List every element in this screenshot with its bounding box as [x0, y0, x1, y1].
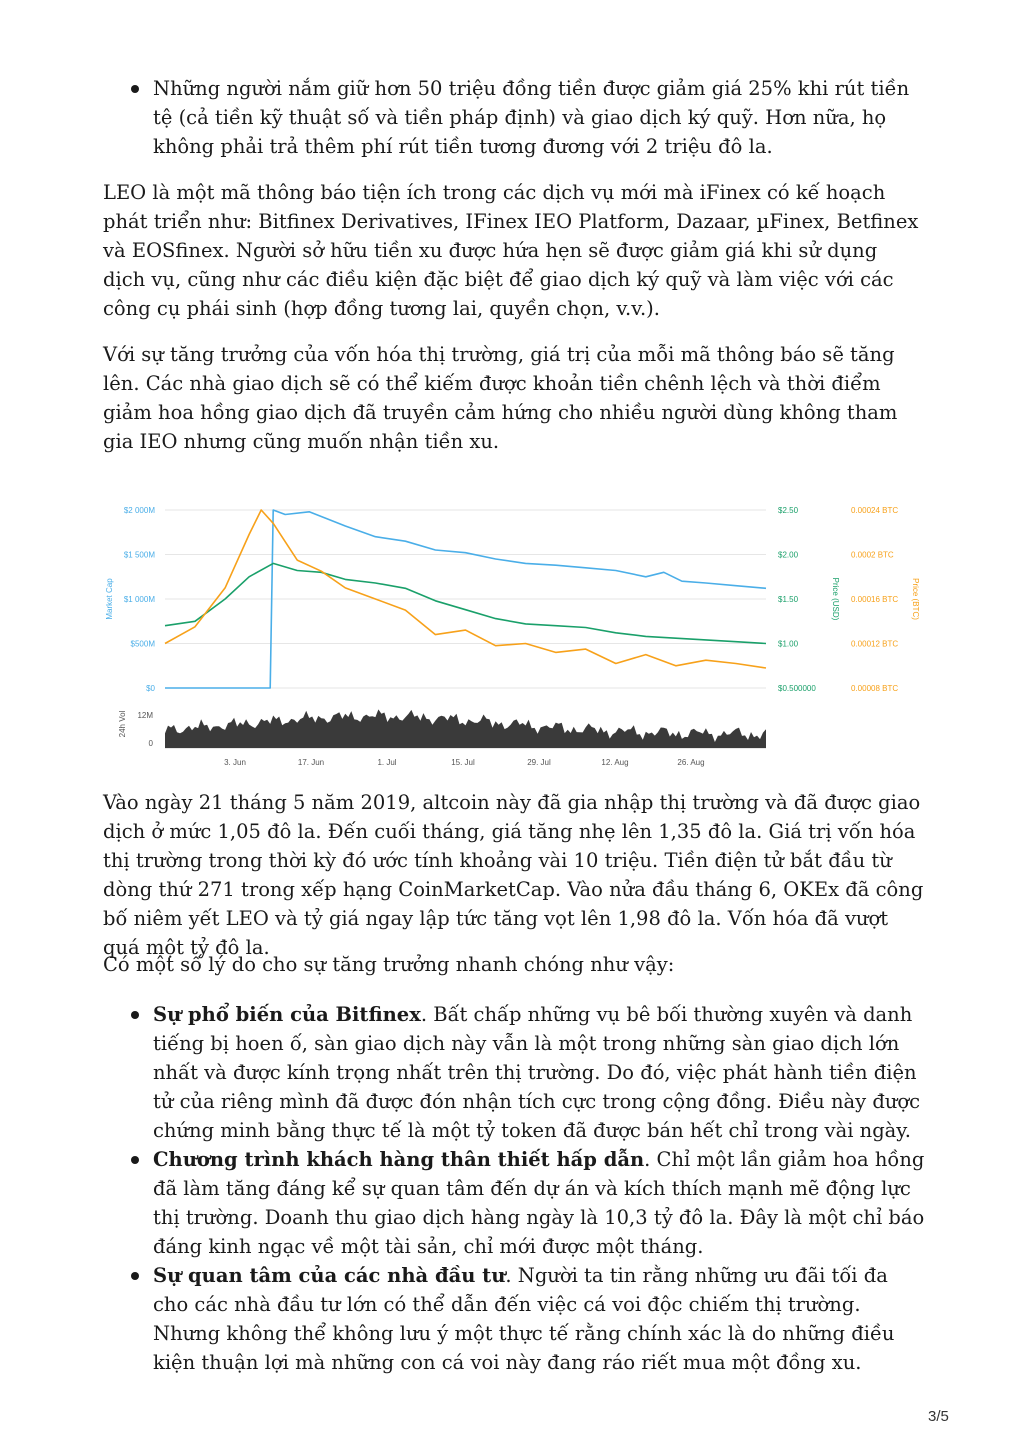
price-chart — [103, 478, 925, 776]
price-btc-tick: 0.00016 BTC — [851, 595, 899, 604]
reasons-list — [103, 1000, 925, 1377]
x-tick-label: 15. Jul — [451, 758, 475, 767]
x-tick-label: 1. Jul — [377, 758, 397, 767]
top-bullet-list — [103, 74, 925, 161]
x-tick-label: 12. Aug — [601, 758, 629, 767]
volume-area — [165, 709, 766, 748]
chart-svg — [103, 478, 925, 776]
series-line-price-usd — [165, 563, 766, 643]
price-usd-tick: $1.00 — [778, 639, 799, 649]
market-cap-tick: $0 — [146, 684, 155, 693]
reason-text: . Bất chấp những vụ bê bối thường xuyên và danh tiếng bị hoen ố, sàn giao dịch này vẫn là một trong những sàn giao dịch lớn nhất và được kính trọng nhất trên thị trường. Do đó, việc phát hành tiền điện tử của riêng mình đã được đón nhận tích cực trong cộng đồng. Điều này được chứng minh bằng thực tế là một tỷ token đã được bán hết chỉ trong vài ngày. — [153, 1003, 921, 1142]
list-item — [103, 1261, 925, 1377]
paragraph-reasons-intro: Có một số lý do cho sự tăng trưởng nhanh chóng như vậy: — [103, 953, 675, 976]
market-cap-tick: $500M — [130, 639, 155, 649]
paragraph-market-cap-growth: Với sự tăng trưởng của vốn hóa thị trường, giá trị của mỗi mã thông báo sẽ tăng lên. Các nhà giao dịch sẽ có thể kiếm được khoản tiền chênh lệch và thời điểm giảm hoa hồng giao dịch đã truyền cảm hứng cho nhiều người dùng không tham gia IEO nhưng cũng muốn nhận tiền xu. — [103, 343, 898, 453]
page-number: 3/5 — [928, 1408, 949, 1425]
list-item: Những người nắm giữ hơn 50 triệu đồng tiền được giảm giá 25% khi rút tiền tệ (cả tiền kỹ thuật số và tiền pháp định) và giao dịch ký quỹ. Hơn nữa, họ không phải trả thêm phí rút tiền tương đương với 2 triệu đô la. — [103, 74, 925, 161]
price-usd-tick: $2.00 — [778, 550, 799, 560]
series-line-price-btc — [165, 510, 766, 668]
market-cap-tick: $1 500M — [123, 550, 155, 560]
reason-title: Sự quan tâm của các nhà đầu tư — [153, 1264, 506, 1287]
volume-tick: 0 — [148, 739, 153, 748]
reason-text: . Chỉ một lần giảm hoa hồng đã làm tăng đáng kể sự quan tâm đến dự án và kích thích mạnh mẽ động lực thị trường. Doanh thu giao dịch hàng ngày là 10,3 tỷ đô la. Đây là một chỉ báo đáng kinh ngạc về một tài sản, chỉ mới được một tháng. — [153, 1148, 925, 1258]
reason-text: . Người ta tin rằng những ưu đãi tối đa cho các nhà đầu tư lớn có thể dẫn đến việc cá voi độc chiếm thị trường. Nhưng không thể không lưu ý một thực tế rằng chính xác là do những điều kiện thuận lợi mà những con cá voi này đang ráo riết mua một đồng xu. — [153, 1264, 895, 1374]
price-usd-tick: $1.50 — [778, 595, 799, 604]
price-btc-tick: 0.00024 BTC — [851, 506, 899, 515]
list-item — [103, 1000, 925, 1145]
price-usd-tick: $0.500000 — [778, 684, 816, 693]
price-btc-tick: 0.0002 BTC — [851, 550, 894, 560]
volume-axis-label: 24h Vol — [118, 710, 127, 738]
reason-title: Chương trình khách hàng thân thiết hấp dẫn — [153, 1148, 645, 1171]
price-btc-tick: 0.00012 BTC — [851, 639, 899, 649]
x-tick-label: 3. Jun — [224, 758, 246, 767]
market-cap-axis-label: Market Cap — [105, 578, 114, 620]
market-cap-tick: $1 000M — [123, 595, 155, 604]
volume-tick: 12M — [137, 711, 153, 720]
price-btc-tick: 0.00008 BTC — [851, 684, 899, 693]
reason-title: Sự phổ biến của Bitfinex — [153, 1003, 421, 1026]
paragraph-market-entry: Vào ngày 21 tháng 5 năm 2019, altcoin này đã gia nhập thị trường và đã được giao dịch ở mức 1,05 đô la. Đến cuối tháng, giá tăng nhẹ lên 1,35 đô la. Giá trị vốn hóa thị trường trong thời kỳ đó ước tính khoảng vài 10 triệu. Tiền điện tử bắt đầu từ dòng thứ 271 trong xếp hạng CoinMarketCap. Vào nửa đầu tháng 6, OKEx đã công bố niêm yết LEO và tỷ giá ngay lập tức tăng vọt lên 1,98 đô la. Vốn hóa đã vượt quá một tỷ đô la. — [103, 791, 924, 959]
x-tick-label: 26. Aug — [677, 758, 705, 767]
price-btc-axis-label: Price (BTC) — [911, 578, 920, 620]
list-item — [103, 1145, 925, 1261]
x-tick-label: 29. Jul — [527, 758, 551, 767]
x-tick-label: 17. Jun — [297, 758, 325, 767]
paragraph-leo-utility: LEO là một mã thông báo tiện ích trong các dịch vụ mới mà iFinex có kế hoạch phát triển như: Bitfinex Derivatives, IFinex IEO Platform, Dazaar, µFinex, Betfinex và EOSfinex. Người sở hữu tiền xu được hứa hẹn sẽ được giảm giá khi sử dụng dịch vụ, cũng như các điều kiện đặc biệt để giao dịch ký quỹ và làm việc với các công cụ phái sinh (hợp đồng tương lai, quyền chọn, v.v.). — [103, 181, 919, 320]
price-usd-tick: $2.50 — [778, 506, 799, 515]
price-usd-axis-label: Price (USD) — [831, 577, 840, 621]
market-cap-tick: $2 000M — [123, 506, 155, 515]
